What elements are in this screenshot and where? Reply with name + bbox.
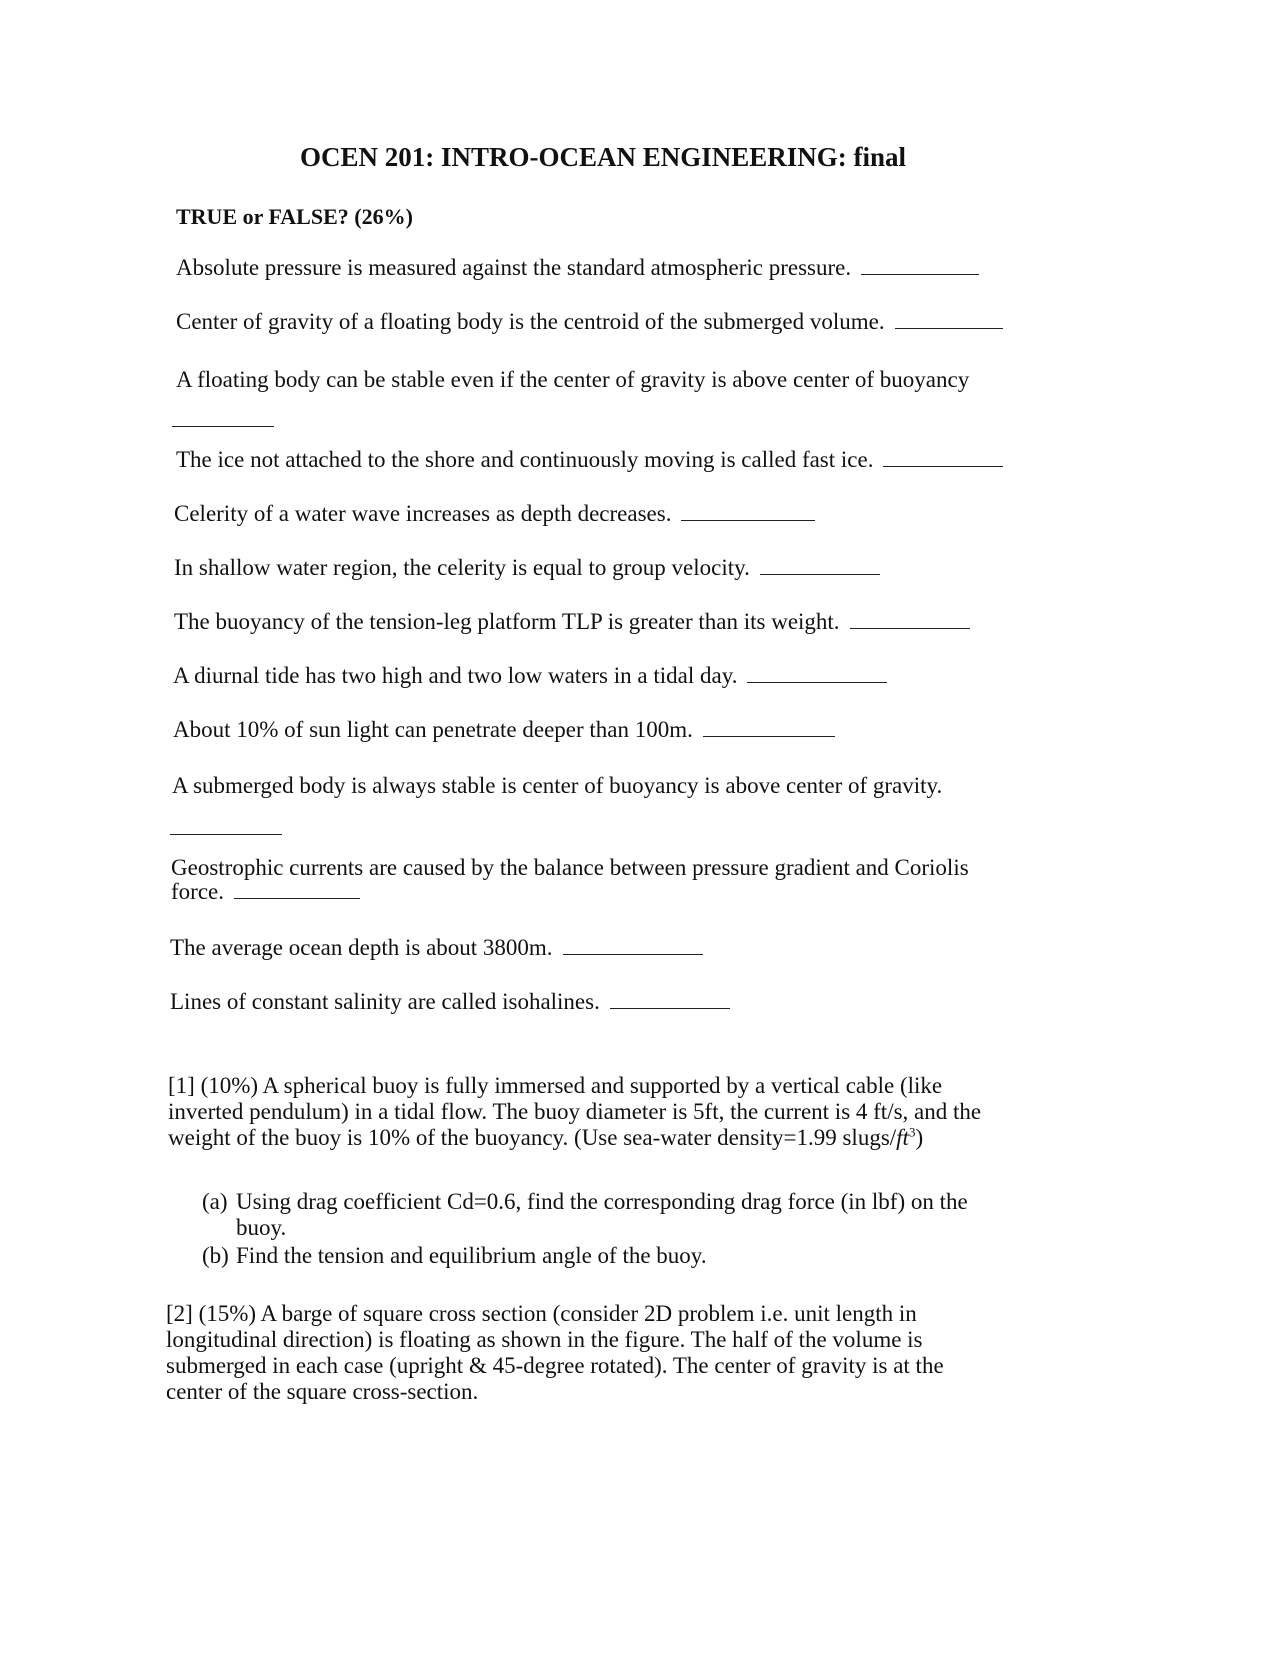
problem-1-part-a — [202, 1188, 1102, 1244]
problem-1-part-b — [202, 1242, 1102, 1272]
tf-statement-text: About 10% of sun light can penetrate deeper than 100m. — [173, 717, 693, 742]
tf-statement-8 — [173, 662, 887, 689]
part-label: (b) — [202, 1243, 229, 1268]
tf-statement-11-cont — [171, 878, 360, 905]
problem-2-line-3: submerged in each case (upright & 45-degree rotated). The center of gravity is at the — [166, 1353, 944, 1378]
answer-blank — [760, 573, 880, 575]
problem-2-line-1: [2] (15%) A barge of square cross section (consider 2D problem i.e. unit length in — [166, 1301, 917, 1326]
answer-blank — [883, 465, 1003, 467]
answer-blank — [172, 426, 274, 427]
answer-blank — [895, 327, 1003, 329]
tf-statement-text: Celerity of a water wave increases as depth decreases. — [174, 501, 672, 526]
tf-statement-13 — [170, 988, 730, 1015]
tf-statement-7 — [174, 608, 970, 635]
tf-statement-text: The buoyancy of the tension-leg platform TLP is greater than its weight. — [174, 609, 840, 634]
problem-1-line-2: inverted pendulum) in a tidal flow. The buoy diameter is 5ft, the current is 4 ft/s, and the — [168, 1099, 982, 1124]
answer-blank — [610, 1007, 730, 1009]
tf-statement-6 — [174, 554, 880, 581]
tf-statement-text: The ice not attached to the shore and continuously moving is called fast ice. — [176, 447, 874, 472]
answer-blank — [703, 735, 835, 737]
answer-blank — [234, 897, 360, 899]
tf-statement-text: A submerged body is always stable is center of buoyancy is above center of gravity. — [172, 773, 943, 798]
part-text: Using drag coefficient Cd=0.6, find the corresponding drag force (in lbf) on the — [236, 1189, 968, 1214]
unit-ft: ft — [896, 1125, 909, 1150]
problem-1-line-3: weight of the buoy is 10% of the buoyancy. (Use sea-water density=1.99 slugs/$ft^3$) — [168, 1124, 924, 1150]
tf-statement-3 — [176, 366, 969, 393]
part-label: (a) — [202, 1189, 228, 1214]
tf-statement-2 — [176, 308, 1003, 335]
tf-statement-text: Absolute pressure is measured against the standard atmospheric pressure. — [176, 255, 852, 280]
answer-blank — [170, 834, 282, 835]
part-text: Find the tension and equilibrium angle of the buoy. — [236, 1243, 707, 1268]
tf-statement-text: force. — [171, 879, 224, 904]
tf-statement-10 — [172, 772, 942, 799]
tf-statement-12 — [170, 934, 703, 961]
problem-1-line-1: [1] (10%) A spherical buoy is fully immersed and supported by a vertical cable (like — [168, 1073, 943, 1098]
answer-blank — [850, 627, 970, 629]
tf-statement-text: A diurnal tide has two high and two low waters in a tidal day. — [173, 663, 738, 688]
problem-2-line-4: center of the square cross-section. — [166, 1379, 479, 1404]
tf-statement-text: Lines of constant salinity are called isohalines. — [170, 989, 600, 1014]
unit-exponent: 3 — [908, 1124, 916, 1140]
exam-title: OCEN 201: INTRO-OCEAN ENGINEERING: final — [300, 142, 907, 172]
problem-2-line-2: longitudinal direction) is floating as shown in the figure. The half of the volume is — [166, 1327, 923, 1352]
section-title: TRUE or FALSE? (26%) — [176, 204, 413, 229]
tf-statement-9 — [173, 716, 835, 743]
tf-statement-5 — [174, 500, 815, 527]
tf-statement-text: The average ocean depth is about 3800m. — [170, 935, 553, 960]
part-text-cont: buoy. — [236, 1215, 287, 1240]
answer-blank — [861, 273, 979, 275]
tf-statement-4 — [176, 446, 1003, 473]
answer-blank — [747, 681, 887, 683]
tf-statement-1 — [176, 254, 979, 281]
tf-statement-text: In shallow water region, the celerity is equal to group velocity. — [174, 555, 750, 580]
answer-blank — [681, 519, 815, 521]
tf-statement-text: Geostrophic currents are caused by the balance between pressure gradient and Coriolis — [171, 855, 969, 880]
tf-statement-text: A floating body can be stable even if the center of gravity is above center of buoyancy — [176, 367, 970, 392]
tf-statement-text: Center of gravity of a floating body is the centroid of the submerged volume. — [176, 309, 885, 334]
answer-blank — [563, 953, 703, 955]
